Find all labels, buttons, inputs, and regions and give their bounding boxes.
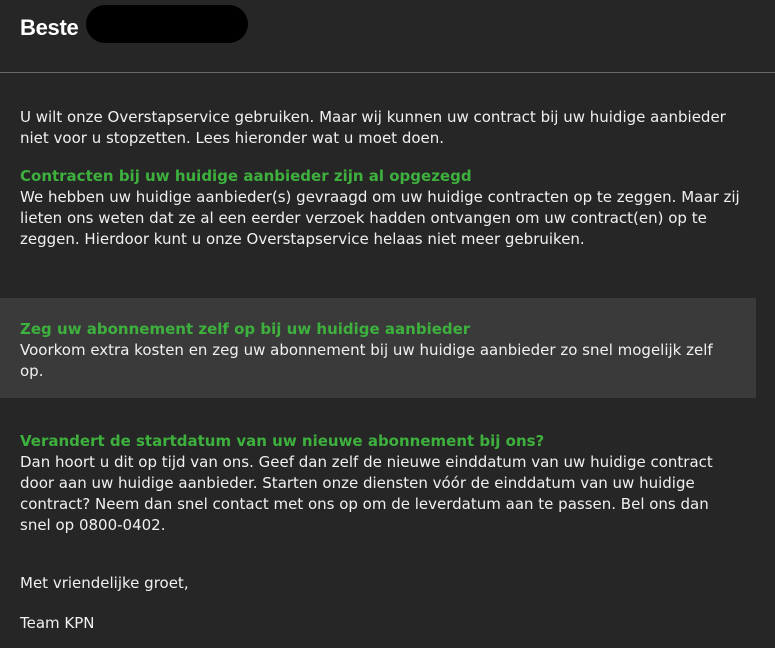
closing-regards: Met vriendelijke groet, xyxy=(20,574,189,592)
section-heading-start-date: Verandert de startdatum van uw nieuwe abonnement bij ons? xyxy=(20,432,545,450)
intro-paragraph: U wilt onze Overstapservice gebruiken. Maar wij kunnen uw contract bij uw huidige aanbieder niet voor u stopzetten. Lees hieronder wat u moet doen. xyxy=(20,108,726,147)
section-heading-already-cancelled: Contracten bij uw huidige aanbieder zijn al opgezegd xyxy=(20,167,472,185)
section-body-cancel-yourself: Voorkom extra kosten en zeg uw abonnement bij uw huidige aanbieder zo snel mogelijk zelf op. xyxy=(20,341,713,380)
section-body-start-date: Dan hoort u dit op tijd van ons. Geef dan zelf de nieuwe einddatum van uw huidige contract door aan uw huidige aanbieder. Starten onze diensten vóór de einddatum van uw huidige contract? Neem dan snel contact met ons op om de leverdatum aan te passen. Bel ons dan snel op 0800-0402. xyxy=(20,453,713,534)
section-heading-cancel-yourself: Zeg uw abonnement zelf op bij uw huidige aanbieder xyxy=(20,320,471,338)
email-header xyxy=(0,0,775,73)
greeting-text: Beste xyxy=(20,15,79,40)
closing-signature: Team KPN xyxy=(20,614,95,632)
section-body-already-cancelled: We hebben uw huidige aanbieder(s) gevraagd om uw huidige contracten op te zeggen. Maar zij lieten ons weten dat ze al een eerder verzoek hadden ontvangen om uw contract(en) op te zeggen. Hierdoor kunt u onze Overstapservice helaas niet meer gebruiken. xyxy=(20,188,740,248)
redacted-name-block xyxy=(86,5,248,43)
